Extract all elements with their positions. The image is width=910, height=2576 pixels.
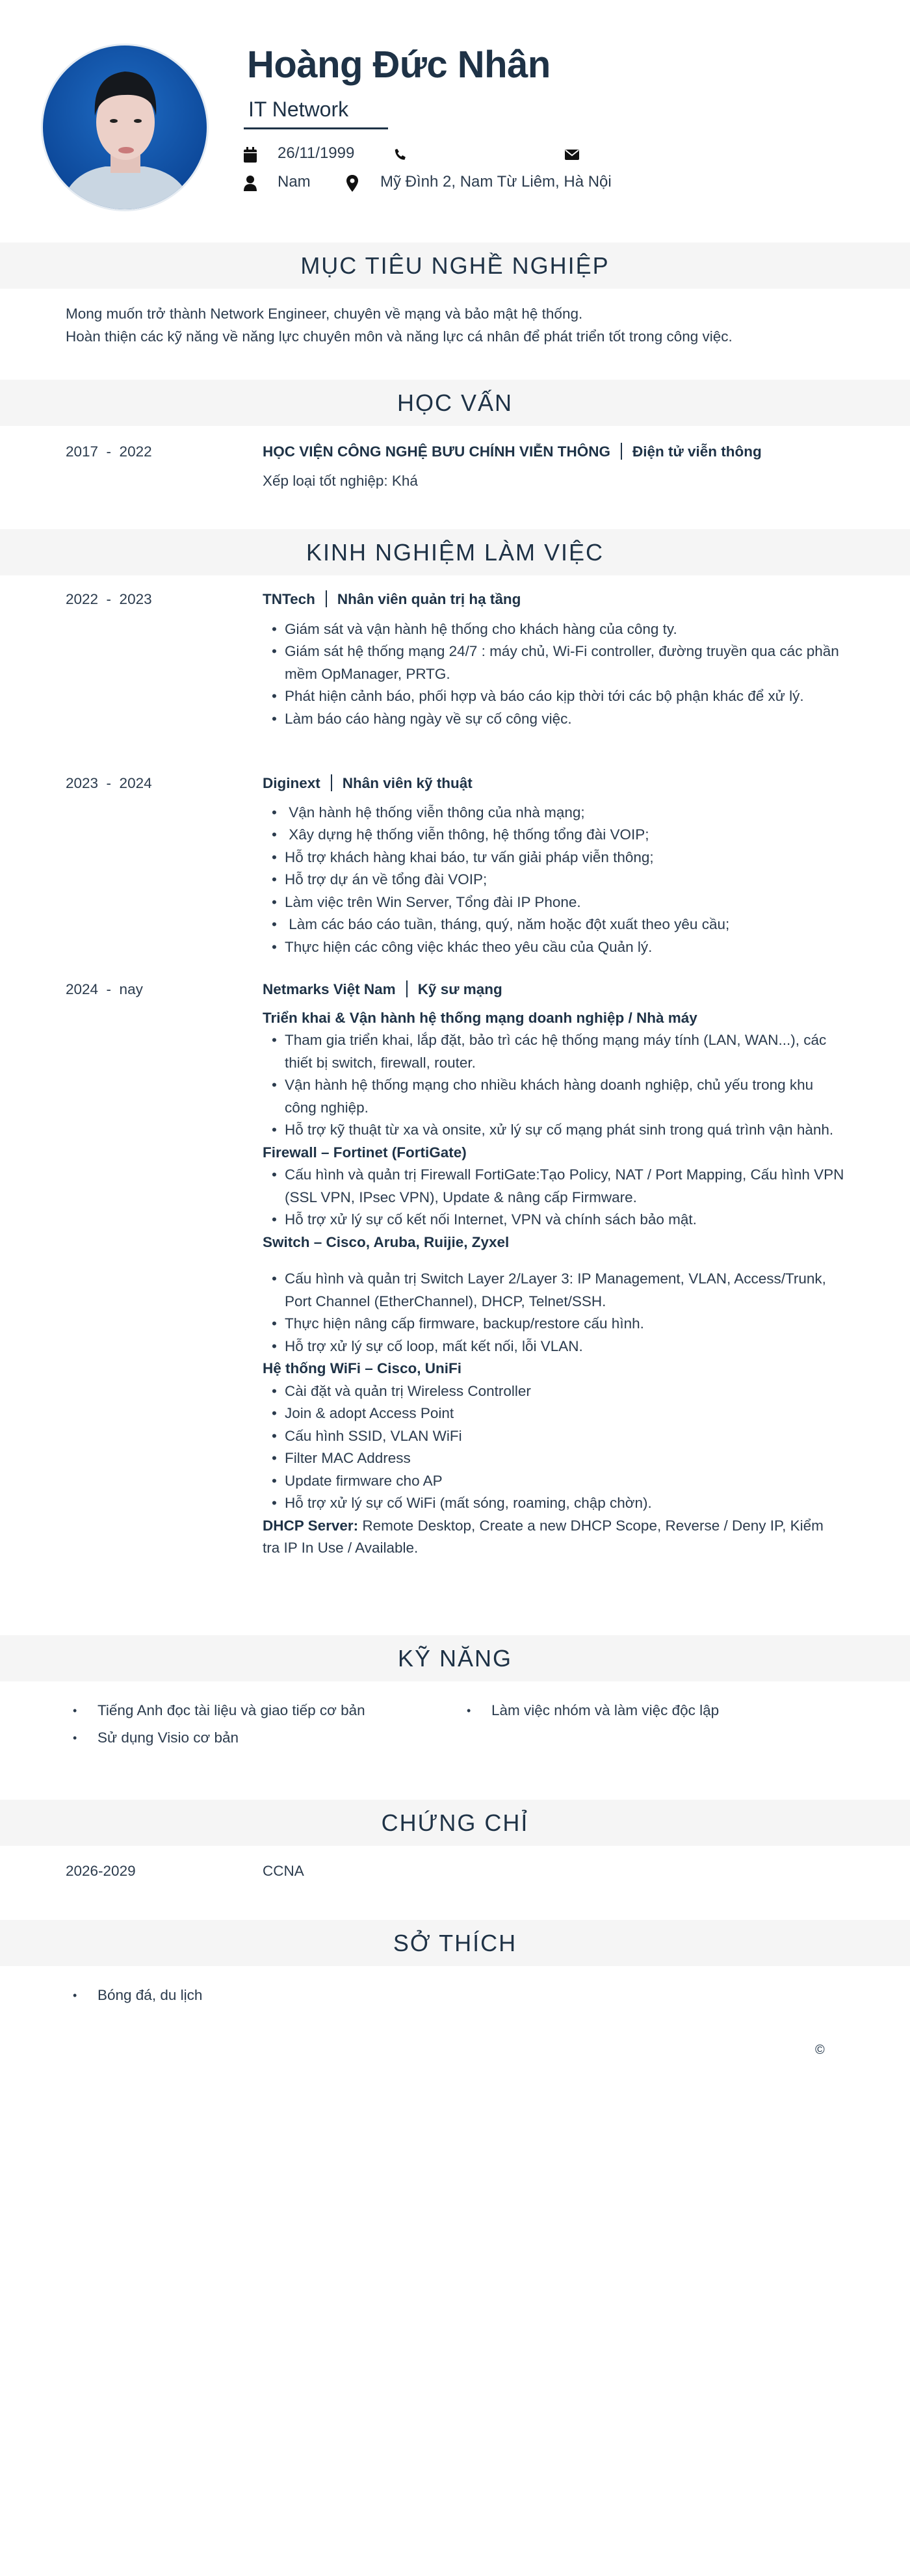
group-heading: Triển khai & Vận hành hệ thống mạng doanh nghiệp / Nhà máy (263, 1009, 697, 1026)
section-header-certificates (0, 1800, 910, 1846)
job-group (263, 1007, 844, 1142)
divider (331, 774, 332, 791)
list-item: • Làm các báo cáo tuần, tháng, quý, năm hoặc đột xuất theo yêu cầu; (263, 913, 844, 936)
address: Mỹ Đình 2, Nam Từ Liêm, Hà Nội (380, 173, 612, 191)
certificate-name: CCNA (263, 1863, 304, 1879)
list-item: • Hỗ trợ xử lý sự cố kết nối Internet, VPN và chính sách bảo mật. (263, 1209, 844, 1231)
list-item: • Cấu hình và quản trị Firewall FortiGate:Tạo Policy, NAT / Port Mapping, Cấu hình VPN (SSL VPN, IPsec VPN), Update & nâng cấp Firmware. (263, 1164, 844, 1209)
job-bullets (263, 802, 844, 959)
list-item: • Bóng đá, du lịch (73, 1982, 202, 2009)
job-group (263, 1142, 844, 1231)
title-underline (244, 127, 388, 129)
group-heading: Hệ thống WiFi – Cisco, UniFi (263, 1360, 462, 1376)
list-item: • Hỗ trợ kỹ thuật từ xa và onsite, xử lý sự cố mạng phát sinh trong quá trình vận hành. (263, 1119, 844, 1142)
job-entry (263, 588, 844, 730)
divider (621, 443, 622, 460)
gender: Nam (278, 173, 311, 191)
job-group (263, 1231, 844, 1358)
group-bullets (263, 1268, 844, 1358)
job-title: IT Network (248, 98, 349, 121)
dhcp-paragraph (263, 1515, 844, 1560)
job-date: 2023 - 2024 (66, 775, 152, 791)
group-heading: Switch – Cisco, Aruba, Ruijie, Zyxel (263, 1233, 510, 1250)
email-icon (564, 146, 580, 164)
list-item: • Tiếng Anh đọc tài liệu và giao tiếp cơ bản (73, 1697, 365, 1724)
objective-text (66, 303, 733, 348)
company: Netmarks Việt Nam (263, 981, 396, 997)
location-pin-icon (344, 174, 360, 192)
education-date: 2017 - 2022 (66, 443, 152, 460)
list-item: • Giám sát và vận hành hệ thống cho khách hàng của công ty. (263, 618, 844, 641)
divider (326, 590, 327, 607)
group-bullets (263, 1029, 844, 1142)
calendar-icon (242, 146, 258, 164)
list-item: • Phát hiện cảnh báo, phối hợp và báo cáo kịp thời tới các bộ phận khác để xử lý. (263, 685, 844, 708)
section-header-hobbies (0, 1920, 910, 1966)
list-item: • Làm báo cáo hàng ngày về sự cố công việc. (263, 708, 844, 731)
divider (406, 980, 408, 997)
hobbies-list (73, 1982, 202, 2009)
job-entry (263, 772, 844, 958)
section-title: MỤC TIÊU NGHỀ NGHIỆP (300, 252, 610, 279)
list-item: • Vận hành hệ thống viễn thông của nhà mạng; (263, 802, 844, 824)
job-entry (263, 979, 844, 1560)
skills-column-2 (467, 1697, 719, 1724)
candidate-name: Hoàng Đức Nhân (247, 44, 551, 86)
list-item: • Làm việc trên Win Server, Tổng đài IP Phone. (263, 891, 844, 914)
list-item: • Hỗ trợ xử lý sự cố WiFi (mất sóng, roaming, chập chờn). (263, 1492, 844, 1515)
position: Kỹ sư mạng (417, 981, 502, 997)
position: Nhân viên kỹ thuật (342, 775, 473, 791)
section-title: KINH NGHIỆM LÀM VIỆC (306, 538, 604, 566)
list-item: • Giám sát hệ thống mạng 24/7 : máy chủ, Wi-Fi controller, đường truyền qua các phần mềm OpManager, PRTG. (263, 640, 844, 685)
job-heading (263, 979, 844, 1001)
list-item: • Cài đặt và quản trị Wireless Controller (263, 1380, 844, 1403)
section-title: KỸ NĂNG (397, 1644, 513, 1672)
section-title: HỌC VẤN (396, 389, 514, 416)
copyright-mark: © (815, 2043, 825, 2057)
list-item: • Hỗ trợ khách hàng khai báo, tư vấn giải pháp viễn thông; (263, 847, 844, 869)
dhcp-label: DHCP Server: (263, 1517, 359, 1534)
skills-column-1 (73, 1697, 365, 1752)
major: Điện tử viễn thông (632, 443, 762, 460)
job-group (263, 1358, 844, 1515)
group-bullets (263, 1164, 844, 1231)
job-heading (263, 772, 844, 795)
section-header-objective (0, 243, 910, 289)
list-item: • Làm việc nhóm và làm việc độc lập (467, 1697, 719, 1724)
section-header-skills (0, 1635, 910, 1681)
date-of-birth: 26/11/1999 (278, 144, 355, 162)
section-header-experience (0, 529, 910, 575)
list-item: • Thực hiện nâng cấp firmware, backup/restore cấu hình. (263, 1313, 844, 1335)
company: TNTech (263, 591, 315, 607)
list-item: • Hỗ trợ xử lý sự cố loop, mất kết nối, lỗi VLAN. (263, 1335, 844, 1358)
list-item: • Vận hành hệ thống mạng cho nhiều khách hàng doanh nghiệp, chủ yếu trong khu công nghiệp. (263, 1074, 844, 1119)
list-item: • Cấu hình SSID, VLAN WiFi (263, 1425, 844, 1448)
education-heading (263, 441, 844, 464)
list-item: • Filter MAC Address (263, 1447, 844, 1470)
avatar-photo (40, 43, 209, 212)
person-icon (242, 174, 258, 192)
company: Diginext (263, 775, 320, 791)
list-item: • Sử dụng Visio cơ bản (73, 1724, 365, 1752)
job-date: 2024 - nay (66, 981, 143, 997)
school-name: HỌC VIỆN CÔNG NGHỆ BƯU CHÍNH VIỄN THÔNG (263, 443, 610, 460)
phone-icon (393, 146, 408, 164)
job-date: 2022 - 2023 (66, 591, 152, 607)
list-item: • Xây dựng hệ thống viễn thông, hệ thống tổng đài VOIP; (263, 824, 844, 847)
list-item: • Join & adopt Access Point (263, 1402, 844, 1425)
section-title: SỞ THÍCH (393, 1929, 517, 1956)
list-item: • Tham gia triển khai, lắp đặt, bảo trì các hệ thống mạng máy tính (LAN, WAN...), các thiết bị switch, firewall, router. (263, 1029, 844, 1074)
list-item: • Cấu hình và quản trị Switch Layer 2/Layer 3: IP Management, VLAN, Access/Trunk, Port Channel (EtherChannel), DHCP, Telnet/SSH. (263, 1268, 844, 1313)
job-bullets (263, 618, 844, 731)
position: Nhân viên quản trị hạ tầng (337, 591, 521, 607)
job-heading (263, 588, 844, 611)
certificate-date: 2026-2029 (66, 1863, 136, 1879)
list-item: • Thực hiện các công việc khác theo yêu cầu của Quản lý. (263, 936, 844, 959)
group-bullets (263, 1380, 844, 1515)
section-title: CHỨNG CHỈ (381, 1809, 529, 1836)
objective-line: Hoàn thiện các kỹ năng về năng lực chuyên môn và năng lực cá nhân để phát triển tốt trong công việc. (66, 328, 733, 345)
list-item: • Update firmware cho AP (263, 1470, 844, 1493)
objective-line: Mong muốn trở thành Network Engineer, chuyên về mạng và bảo mật hệ thống. (66, 306, 583, 322)
list-item: • Hỗ trợ dự án về tổng đài VOIP; (263, 869, 844, 891)
graduation-grade: Xếp loại tốt nghiệp: Khá (263, 472, 418, 489)
education-entry (263, 441, 844, 492)
section-header-education (0, 380, 910, 426)
dhcp-text: Remote Desktop, Create a new DHCP Scope, Reverse / Deny IP, Kiểm tra IP In Use / Available. (263, 1517, 824, 1556)
group-heading: Firewall – Fortinet (FortiGate) (263, 1144, 467, 1161)
